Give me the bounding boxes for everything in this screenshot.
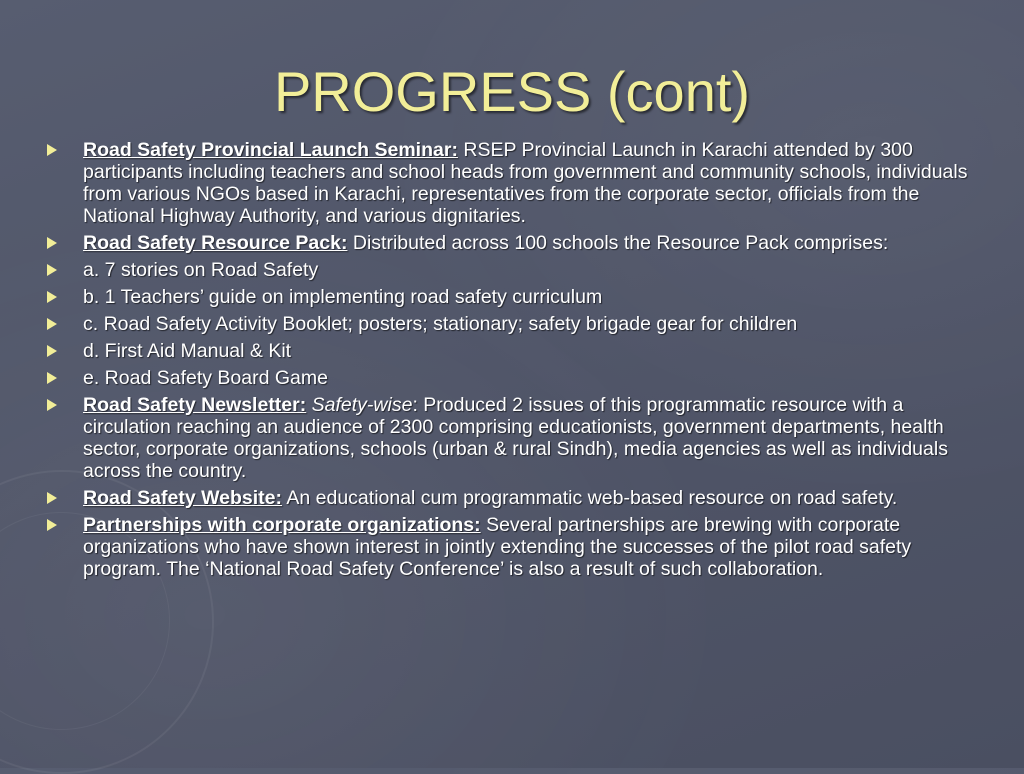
triangle-bullet-icon [47,264,57,276]
bullet-item-activity-booklet [0,313,1024,335]
triangle-bullet-icon [47,318,57,330]
bullet-label: Road Safety Resource Pack: [83,232,348,254]
triangle-bullet-icon [47,237,57,249]
bullet-text: : Produced 2 issues of this programmatic resource with a circulation reaching an audience of 2300 comprising educationists, government departments, health sector, corporate organizations, schools (urban & rural Sindh), media agencies as well as individuals across the country. [83,394,948,482]
bullet-text: An educational cum programmatic web-based resource on road safety. [282,487,898,509]
triangle-bullet-icon [47,399,57,411]
triangle-bullet-icon [47,372,57,384]
bullet-list [0,139,1024,585]
bullet-label: Road Safety Provincial Launch Seminar: [83,139,458,161]
bullet-item-board-game [0,367,1024,389]
bullet-item-launch-seminar [0,139,1024,227]
bullet-text: e. Road Safety Board Game [83,367,328,389]
bullet-text: Distributed across 100 schools the Resource Pack comprises: [347,232,889,254]
bullet-text: d. First Aid Manual & Kit [83,340,292,362]
bullet-item-website [0,487,1024,509]
triangle-bullet-icon [47,144,57,156]
bullet-text: a. 7 stories on Road Safety [83,259,319,281]
bullet-label: Road Safety Newsletter: [83,394,307,416]
bullet-item-partnerships [0,514,1024,580]
bullet-text: Several partnerships are brewing with corporate organizations who have shown interest in jointly extending the successes of the pilot road safety program. The ‘National Road Safety Conference’ is also a result of such collaboration. [83,514,912,580]
bullet-label: Partnerships with corporate organizations: [83,514,481,536]
bullet-item-teachers-guide [0,286,1024,308]
triangle-bullet-icon [47,345,57,357]
bullet-emphasis: Safety-wise [306,394,413,416]
bullet-text: c. Road Safety Activity Booklet; posters; stationary; safety brigade gear for children [83,313,798,335]
triangle-bullet-icon [47,492,57,504]
triangle-bullet-icon [47,291,57,303]
bullet-text: b. 1 Teachers’ guide on implementing road safety curriculum [83,286,603,308]
bullet-item-newsletter [0,394,1024,482]
bullet-text: RSEP Provincial Launch in Karachi attended by 300 participants including teachers and school heads from government and community schools, individuals from various NGOs based in Karachi, representatives from the corporate sector, officials from the National Highway Authority, and various dignitaries. [83,139,968,227]
triangle-bullet-icon [47,519,57,531]
bullet-item-resource-pack [0,232,1024,254]
bullet-label: Road Safety Website: [83,487,283,509]
bullet-item-first-aid [0,340,1024,362]
slide-title: PROGRESS (cont) [273,60,751,123]
bullet-item-stories [0,259,1024,281]
